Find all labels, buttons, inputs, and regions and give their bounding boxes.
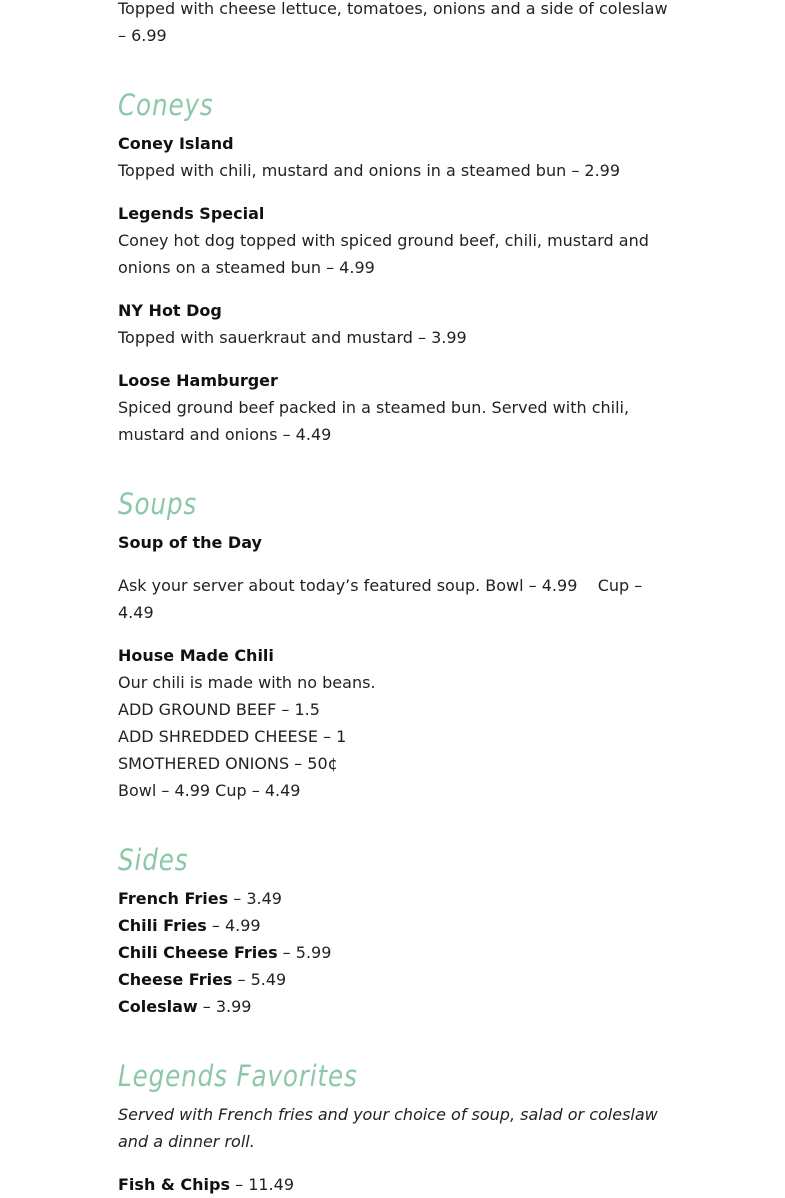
section-note: Served with French fries and your choice of soup, salad or coleslaw and a dinner roll. [118,1105,658,1151]
menu-item [118,367,678,448]
section-title-sides: Sides [118,843,189,877]
list-item [118,885,678,912]
item-addon: ADD SHREDDED CHEESE – 1 [118,727,347,746]
list-item [118,912,678,939]
list-item [118,1171,678,1198]
list-item [118,966,678,993]
item-name: Fish & Chips [118,1175,231,1194]
sides-list [118,885,678,1020]
item-price: – 3.49 [228,889,282,908]
section-title-coneys: Coneys [118,88,214,122]
item-name: Chili Fries [118,916,207,935]
item-description: Spiced ground beef packed in a steamed bun. Served with chili, mustard and onions – 4.49 [118,398,630,444]
menu-item [118,642,678,804]
item-name: Chili Cheese Fries [118,943,278,962]
item-price: – 5.49 [232,970,287,989]
menu-item [118,297,678,351]
item-description: Ask your server about today’s featured soup. Bowl – 4.99 Cup – 4.49 [118,576,643,622]
item-price: – 11.49 [230,1175,294,1194]
item-name: Cheese Fries [118,970,233,989]
item-description: Topped with sauerkraut and mustard – 3.99 [118,328,467,347]
menu-item [118,130,678,184]
item-description: Topped with cheese lettuce, tomatoes, onions and a side of coleslaw – 6.99 [118,0,668,45]
item-name: Loose Hamburger [118,371,278,390]
item-description: Topped with chili, mustard and onions in a steamed bun – 2.99 [118,161,621,180]
section-title-favorites: Legends Favorites [118,1059,358,1093]
item-name: Coney Island [118,134,234,153]
menu-item [118,529,678,626]
item-name: Soup of the Day [118,533,262,552]
item-price: Bowl – 4.99 Cup – 4.49 [118,781,301,800]
item-name: Coleslaw [118,997,198,1016]
item-addon: ADD GROUND BEEF – 1.5 [118,700,320,719]
item-name: NY Hot Dog [118,301,222,320]
menu-item [118,200,678,281]
item-name: Legends Special [118,204,265,223]
item-description: Our chili is made with no beans. [118,673,376,692]
item-name: House Made Chili [118,646,274,665]
section-title-soups: Soups [118,487,198,521]
list-item [118,939,678,966]
list-item [118,993,678,1020]
item-price: – 4.99 [206,916,261,935]
item-price: – 5.99 [277,943,332,962]
menu-content [118,0,678,1198]
item-description: Coney hot dog topped with spiced ground beef, chili, mustard and onions on a steamed bun – 4.99 [118,231,649,277]
item-addon: SMOTHERED ONIONS – 50¢ [118,754,338,773]
item-price: – 3.99 [197,997,252,1016]
item-name: French Fries [118,889,229,908]
